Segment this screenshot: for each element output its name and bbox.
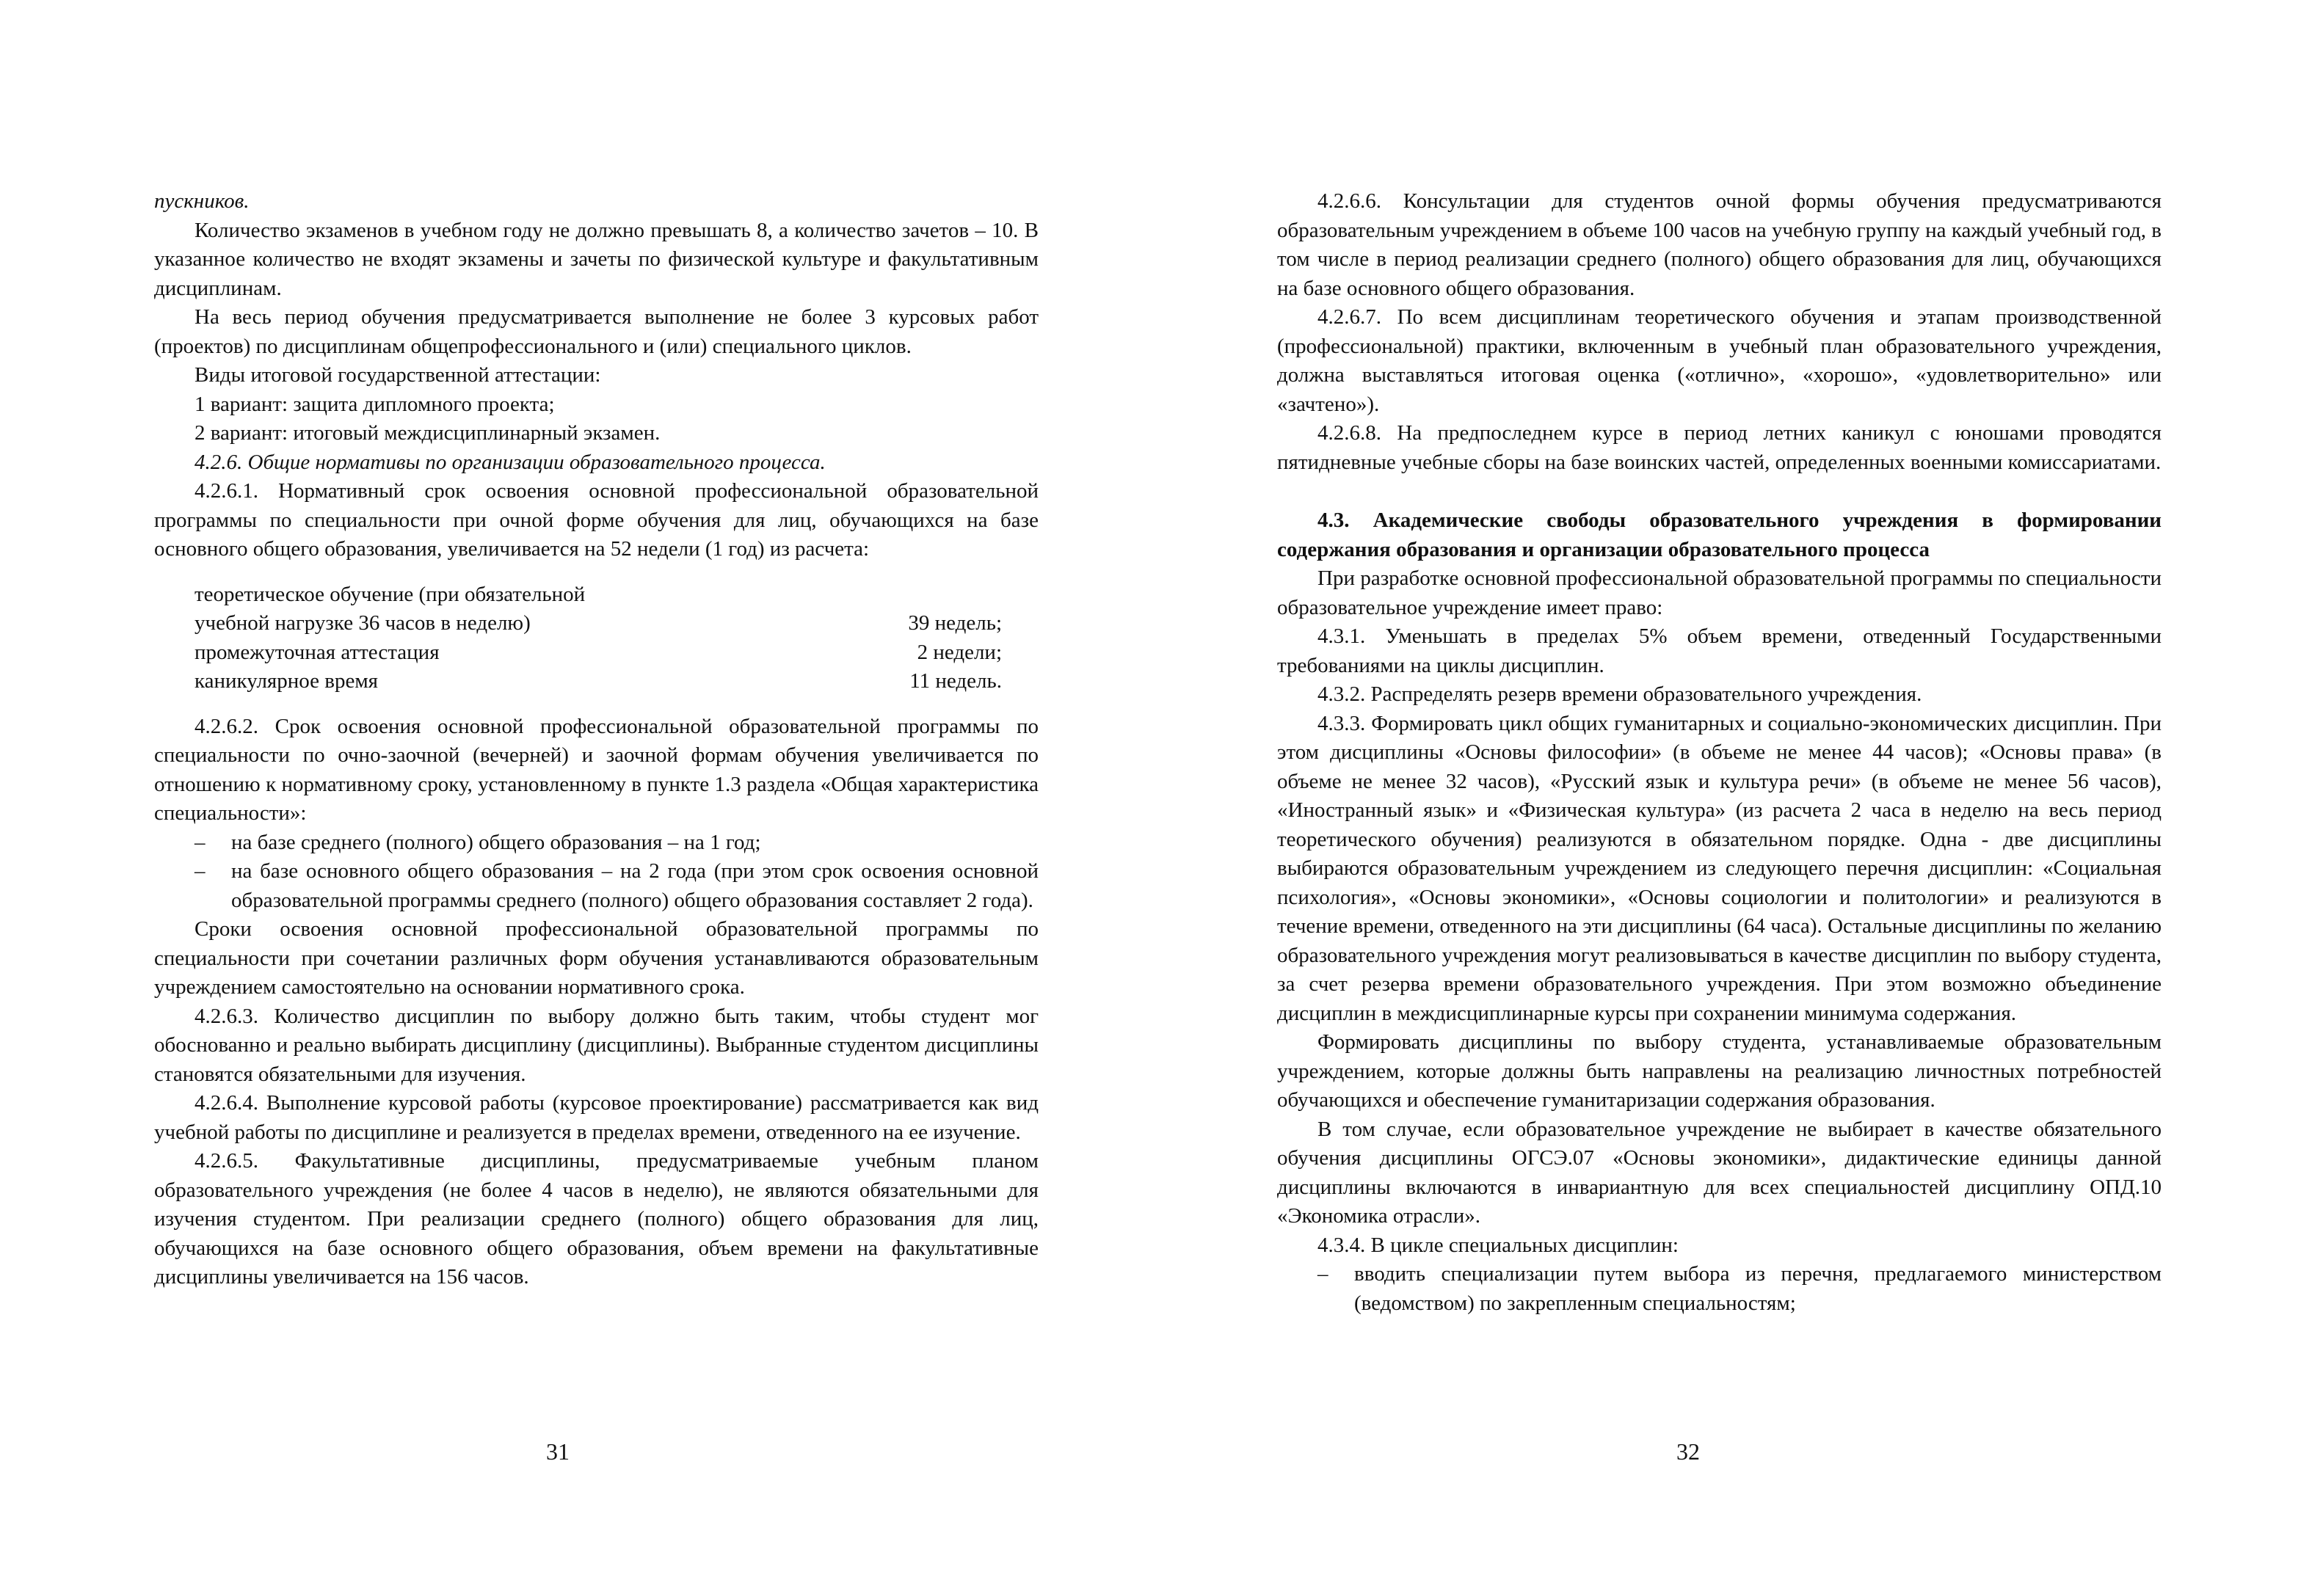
table-row xyxy=(195,609,1002,638)
section-heading: 4.2.6. Общие нормативы по организации образовательного процесса. xyxy=(195,450,826,474)
paragraph: Количество экзаменов в учебном году не должно превышать 8, а количество зачетов – 10. В указанное количество не входят экзамены и зачеты по физической культуре и факультативным дисциплинам. xyxy=(154,218,1039,300)
paragraph: На весь период обучения предусматривается выполнение не более 3 курсовых работ (проектов) по дисциплинам общепрофессионального и (или) специального циклов. xyxy=(154,305,1039,358)
page-left xyxy=(154,187,1039,1292)
list-item-text: вводить специализации путем выбора из перечня, предлагаемого министерством (ведомством) по закрепленным специальностям; xyxy=(1354,1262,2162,1315)
page-number-left: 31 xyxy=(546,1438,570,1465)
schedule-table xyxy=(195,580,1002,696)
paragraph: 4.2.6.2. Срок освоения основной профессиональной образовательной программы по специальности по очно-заочной (вечерней) и заочной формам обучения увеличивается по отношению к нормативному сроку, установленному в пункте 1.3 раздела «Общая характеристика специальности»: xyxy=(154,714,1039,825)
page-right xyxy=(1277,187,2162,1318)
paragraph: 4.2.6.1. Нормативный срок освоения основной профессиональной образовательной программы по специальности при очной форме обучения для лиц, обучающихся на базе основного общего образования, увеличивается на 52 недели (1 год) из расчета: xyxy=(154,479,1039,561)
paragraph: 4.2.6.8. На предпоследнем курсе в период летних каникул с юношами проводятся пятидневные учебные сборы на базе воинских частей, определенных военными комиссариатами. xyxy=(1277,421,2162,474)
paragraph: Формировать дисциплины по выбору студента, устанавливаемые образовательным учреждением, которые должны быть направлены на реализацию личностных потребностей обучающихся и обеспечение гуманитаризации содержания образования. xyxy=(1277,1030,2162,1112)
table-cell-value: 39 недель; xyxy=(908,611,1002,635)
section-heading: 4.3. Академические свободы образовательного учреждения в формировании содержания образования и организации образовательного процесса xyxy=(1277,509,2162,561)
list-item xyxy=(195,828,1039,858)
table-cell-label: каникулярное время xyxy=(195,669,379,693)
paragraph: 4.3.1. Уменьшать в пределах 5% объем времени, отведенный Государственными требованиями на циклы дисциплин. xyxy=(1277,624,2162,677)
list-item xyxy=(1317,1260,2162,1318)
list-item-text: на базе основного общего образования – на 2 года (при этом срок освоения основной образовательной программы среднего (полного) общего образования составляет 2 года). xyxy=(231,859,1039,912)
paragraph: Сроки освоения основной профессиональной образовательной программы по специальности при сочетании различных форм обучения устанавливаются образовательным учреждением самостоятельно на основании нормативного срока. xyxy=(154,917,1039,999)
table-cell-value: 11 недель. xyxy=(909,669,1002,693)
paragraph: 4.2.6.3. Количество дисциплин по выбору должно быть таким, чтобы студент мог обоснованно и реально выбирать дисциплину (дисциплины). Выбранные студентом дисциплины становятся обязательными для изучения. xyxy=(154,1004,1039,1086)
list-dash: – xyxy=(195,830,206,854)
table-cell-value xyxy=(846,580,1002,610)
paragraph: 4.2.6.4. Выполнение курсовой работы (курсовое проектирование) рассматривается как вид учебной работы по дисциплине и реализуется в пределах времени, отведенного на ее изучение. xyxy=(154,1091,1039,1144)
paragraph: 4.3.4. В цикле специальных дисциплин: xyxy=(1317,1233,1679,1257)
list-item-text: на базе среднего (полного) общего образования – на 1 год; xyxy=(231,830,761,854)
list-dash: – xyxy=(1317,1262,1328,1286)
paragraph: Виды итоговой государственной аттестации: xyxy=(195,363,601,387)
table-cell-label: теоретическое обучение (при обязательной xyxy=(195,582,586,606)
paragraph: 1 вариант: защита дипломного проекта; xyxy=(195,392,555,416)
table-cell-label: учебной нагрузке 36 часов в неделю) xyxy=(195,611,531,635)
table-cell-label: промежуточная аттестация xyxy=(195,640,440,664)
paragraph: 4.2.6.7. По всем дисциплинам теоретического обучения и этапам производственной (профессиональной) практики, включенным в учебный план образовательного учреждения, должна выставляться итоговая оценка («отлично», «хорошо», «удовлетворительно» или «зачтено»). xyxy=(1277,305,2162,416)
table-cell-value: 2 недели; xyxy=(917,640,1002,664)
paragraph: 4.3.2. Распределять резерв времени образовательного учреждения. xyxy=(1317,682,1922,706)
page-number-right: 32 xyxy=(1676,1438,1700,1465)
paragraph: В том случае, если образовательное учреждение не выбирает в качестве обязательного обучения дисциплины ОГСЭ.07 «Основы экономики», дидактические единицы данной дисциплины включаются в инвариантную для всех специальностей дисциплину ОПД.10 «Экономика отрасли». xyxy=(1277,1117,2162,1228)
paragraph: 4.3.3. Формировать цикл общих гуманитарных и социально-экономических дисциплин. При этом дисциплины «Основы философии» (в объеме не менее 44 часов); «Основы права» (в объеме не менее 32 часов), «Русский язык и культура речи» (в объеме не менее 56 часов), «Иностранный язык» и «Физическая культура» (из расчета 2 часа в неделю на весь период теоретического обучения) реализуются в обязательном порядке. Одна - две дисциплины выбираются образовательным учреждением из следующего перечня дисциплин: «Социальная психология», «Основы экономики», «Основы социологии и политологии» и реализуются в течение времени, отведенного на эти дисциплины (64 часа). Остальные дисциплины по желанию образовательного учреждения могут реализовываться в качестве дисциплин по выбору студента, за счет резерва времени образовательного учреждения. При этом возможно объединение дисциплин в междисциплинарные курсы при сохранении минимума содержания. xyxy=(1277,711,2162,1025)
paragraph: 4.2.6.6. Консультации для студентов очной формы обучения предусматриваются образовательным учреждением в объеме 100 часов на учебную группу на каждый учебный год, в том числе в период реализации среднего (полного) общего образования для лиц, обучающихся на базе основного общего образования. xyxy=(1277,189,2162,300)
table-row xyxy=(195,638,1002,668)
table-row xyxy=(195,667,1002,696)
table-row xyxy=(195,580,1002,610)
paragraph: 2 вариант: итоговый междисциплинарный экзамен. xyxy=(195,421,661,445)
paragraph: 4.2.6.5. Факультативные дисциплины, предусматриваемые учебным планом образовательного учреждения (не более 4 часов в неделю), не являются обязательными для изучения студентом. При реализации среднего (полного) общего образования для лиц, обучающихся на базе основного общего образования, объем времени на факультативные дисциплины увеличивается на 156 часов. xyxy=(154,1149,1039,1289)
paragraph: При разработке основной профессиональной образовательной программы по специальности образовательное учреждение имеет право: xyxy=(1277,566,2162,619)
list-dash: – xyxy=(195,859,206,883)
list-item xyxy=(195,857,1039,915)
paragraph-fragment: пускников. xyxy=(154,189,250,213)
